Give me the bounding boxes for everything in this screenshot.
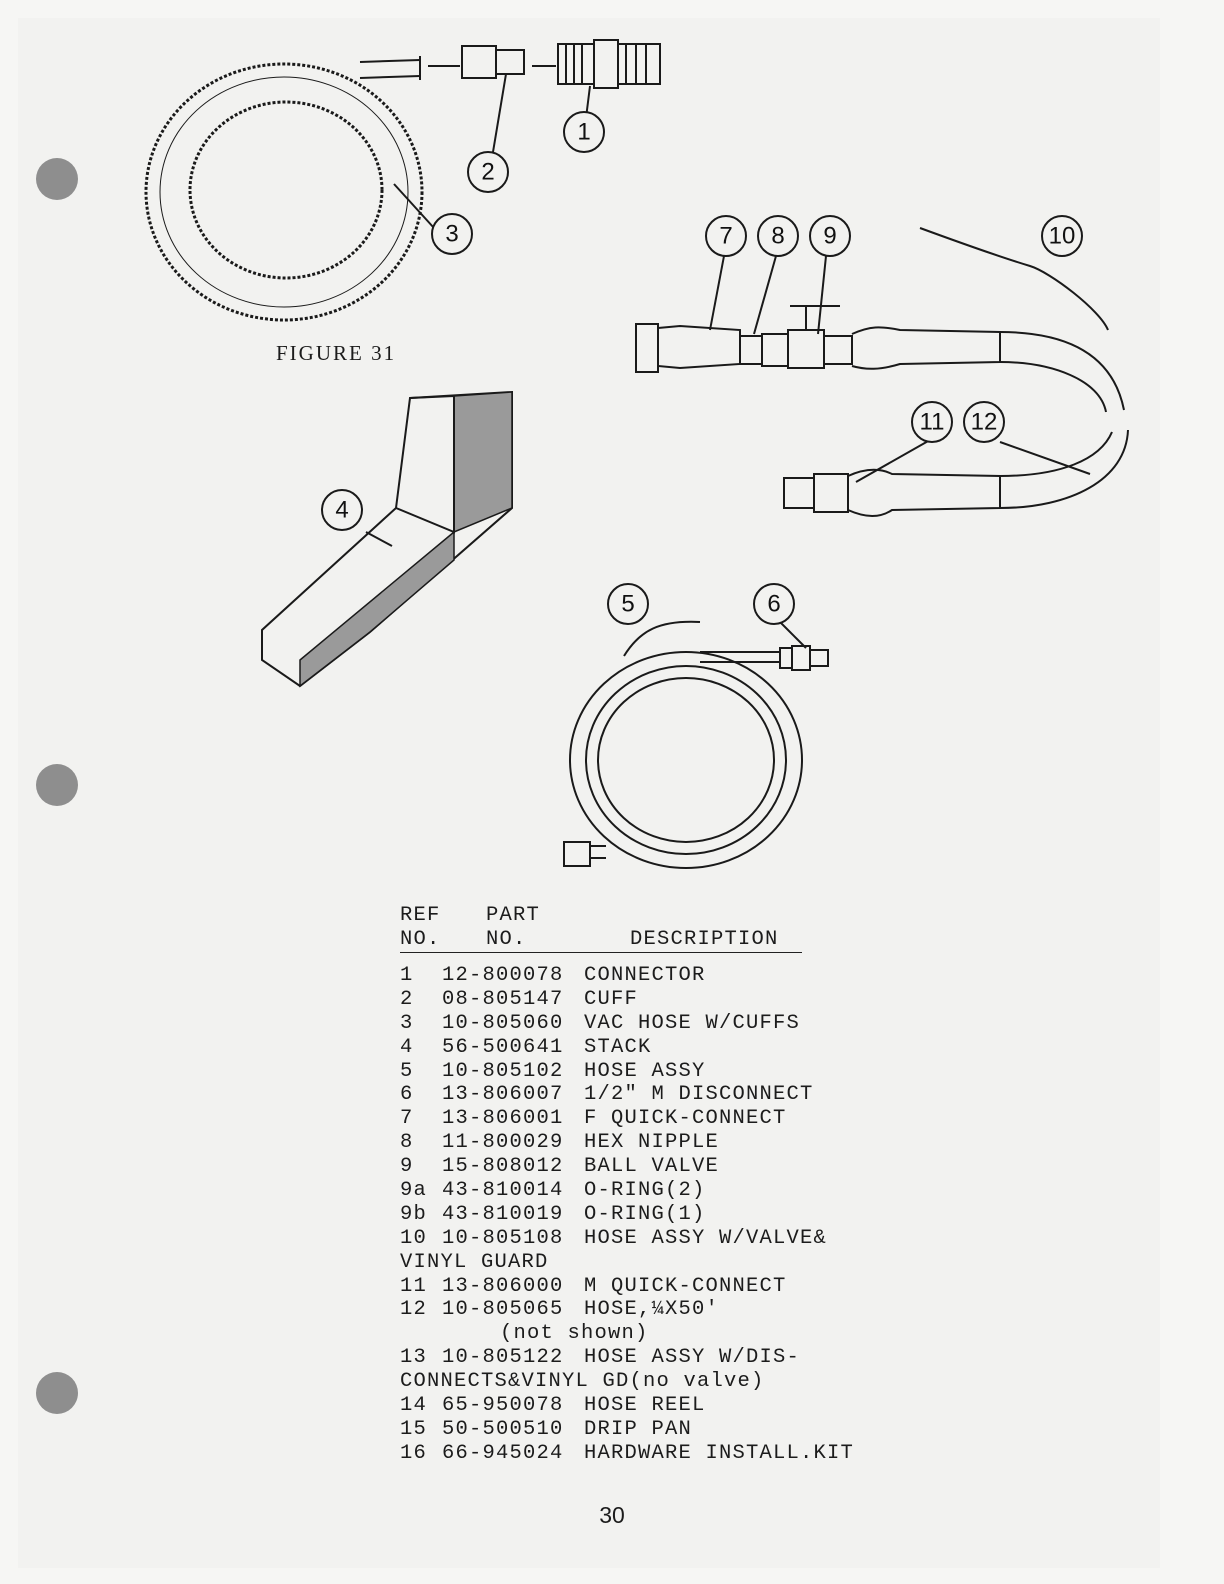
ref-cell: 4 (400, 1035, 414, 1059)
description-continuation: CONNECTS&VINYL GD(no valve) (400, 1370, 765, 1394)
callout-label-4: 4 (335, 496, 349, 524)
part-number-cell: 11-800029 (442, 1131, 564, 1155)
ref-cell: 6 (400, 1083, 414, 1107)
description-cell: HOSE ASSY W/VALVE& (584, 1226, 828, 1250)
ref-cell: 9a (400, 1179, 428, 1203)
part-number-cell: 56-500641 (442, 1035, 564, 1059)
parts-rows (400, 964, 854, 1466)
description-cell: DRIP PAN (584, 1417, 693, 1441)
description-cell: HARDWARE INSTALL.KIT (584, 1441, 855, 1465)
part-number-cell: 66-945024 (442, 1441, 564, 1465)
ref-cell: 2 (400, 987, 414, 1011)
callout-label-2: 2 (481, 158, 495, 186)
ref-cell: 1 (400, 964, 414, 987)
table-row (400, 1418, 854, 1442)
stack-drawing (262, 392, 512, 686)
part-number-cell: 13-806000 (442, 1274, 564, 1298)
description-cell: HOSE ASSY (584, 1059, 706, 1083)
ref-cell: 5 (400, 1059, 414, 1083)
part-number-cell: 13-806001 (442, 1107, 564, 1131)
part-number-cell: 12-800078 (442, 964, 564, 987)
description-cell: F QUICK-CONNECT (584, 1107, 787, 1131)
vac-hose-coil-drawing (146, 56, 422, 320)
table-row (400, 1394, 854, 1418)
part-number-cell: 50-500510 (442, 1417, 564, 1441)
parts-header-line1 (400, 904, 540, 928)
description-cell: BALL VALVE (584, 1155, 720, 1179)
parts-header-line2 (400, 928, 802, 953)
table-row (400, 1227, 854, 1251)
table-row (400, 1442, 854, 1466)
table-row (400, 1083, 854, 1107)
callout-label-11: 11 (919, 408, 945, 436)
header-ref: REF (400, 904, 441, 927)
table-row (400, 1012, 854, 1036)
ref-cell: 12 (400, 1298, 428, 1322)
ref-cell: 13 (400, 1346, 428, 1370)
table-row (400, 1107, 854, 1131)
ref-cell: 8 (400, 1131, 414, 1155)
table-row (400, 1298, 854, 1322)
part-number-cell: 43-810019 (442, 1202, 564, 1226)
callout-label-1: 1 (577, 118, 591, 146)
part-number-cell: 13-806007 (442, 1083, 564, 1107)
part-number-cell: 10-805060 (442, 1011, 564, 1035)
callout-label-12: 12 (970, 408, 998, 436)
header-description: DESCRIPTION (630, 928, 779, 951)
part-number-cell: 10-805108 (442, 1226, 564, 1250)
header-part: PART (486, 904, 541, 927)
description-cell: M QUICK-CONNECT (584, 1274, 787, 1298)
callout-label-5: 5 (621, 590, 635, 618)
part-number-cell: 10-805122 (442, 1346, 564, 1370)
connector-drawing (558, 40, 660, 88)
cuff-drawing (428, 46, 556, 78)
description-cell: CUFF (584, 987, 639, 1011)
table-row (400, 1036, 854, 1060)
table-row (400, 1060, 854, 1084)
page-number: 30 (599, 1502, 625, 1528)
ref-cell: 16 (400, 1441, 428, 1465)
table-row (400, 1131, 854, 1155)
table-row (400, 1155, 854, 1179)
hose-assy-coil-drawing (564, 646, 828, 868)
table-row (400, 1203, 854, 1227)
callout-label-10: 10 (1048, 222, 1076, 250)
description-cell: STACK (584, 1035, 652, 1059)
description-cell: O-RING(1) (584, 1202, 706, 1226)
description-cell: 1/2" M DISCONNECT (584, 1083, 814, 1107)
part-number-cell: 15-808012 (442, 1155, 564, 1179)
table-row (400, 1346, 854, 1370)
header-part-no: NO. (486, 928, 527, 951)
ref-cell: 14 (400, 1394, 428, 1418)
description-cell: HOSE ASSY W/DIS- (584, 1346, 801, 1370)
description-cell: CONNECTOR (584, 964, 706, 987)
callout-label-6: 6 (767, 590, 781, 618)
ref-cell: 15 (400, 1417, 428, 1441)
table-row (400, 988, 854, 1012)
ref-cell: 7 (400, 1107, 414, 1131)
figure-caption: FIGURE 31 (276, 341, 397, 365)
header-ref-no: NO. (400, 928, 441, 951)
description-cell: O-RING(2) (584, 1179, 706, 1203)
punch-hole-bottom (36, 1372, 78, 1414)
ref-cell: 10 (400, 1226, 428, 1250)
callout-label-9: 9 (823, 222, 837, 250)
callout-label-3: 3 (445, 220, 459, 248)
table-row (400, 1179, 854, 1203)
table-row (400, 964, 854, 988)
quick-connect-hose-drawing (784, 430, 1128, 516)
part-number-cell: 65-950078 (442, 1394, 564, 1418)
ref-cell: 9 (400, 1155, 414, 1179)
callout-label-7: 7 (719, 222, 733, 250)
part-number-cell: 10-805065 (442, 1298, 564, 1322)
description-continuation: (not shown) (500, 1322, 649, 1346)
table-row (400, 1275, 854, 1299)
callout-label-8: 8 (771, 222, 785, 250)
part-number-cell: 10-805102 (442, 1059, 564, 1083)
description-cell: HEX NIPPLE (584, 1131, 720, 1155)
ref-cell: 11 (400, 1274, 428, 1298)
part-number-cell: 08-805147 (442, 987, 564, 1011)
description-continuation: VINYL GUARD (400, 1250, 549, 1274)
hose-valve-assembly-drawing (636, 228, 1124, 412)
description-cell: HOSE,¼X50' (584, 1298, 720, 1322)
ref-cell: 9b (400, 1202, 428, 1226)
ref-cell: 3 (400, 1011, 414, 1035)
description-cell: HOSE REEL (584, 1394, 706, 1418)
part-number-cell: 43-810014 (442, 1179, 564, 1203)
description-cell: VAC HOSE W/CUFFS (584, 1011, 801, 1035)
